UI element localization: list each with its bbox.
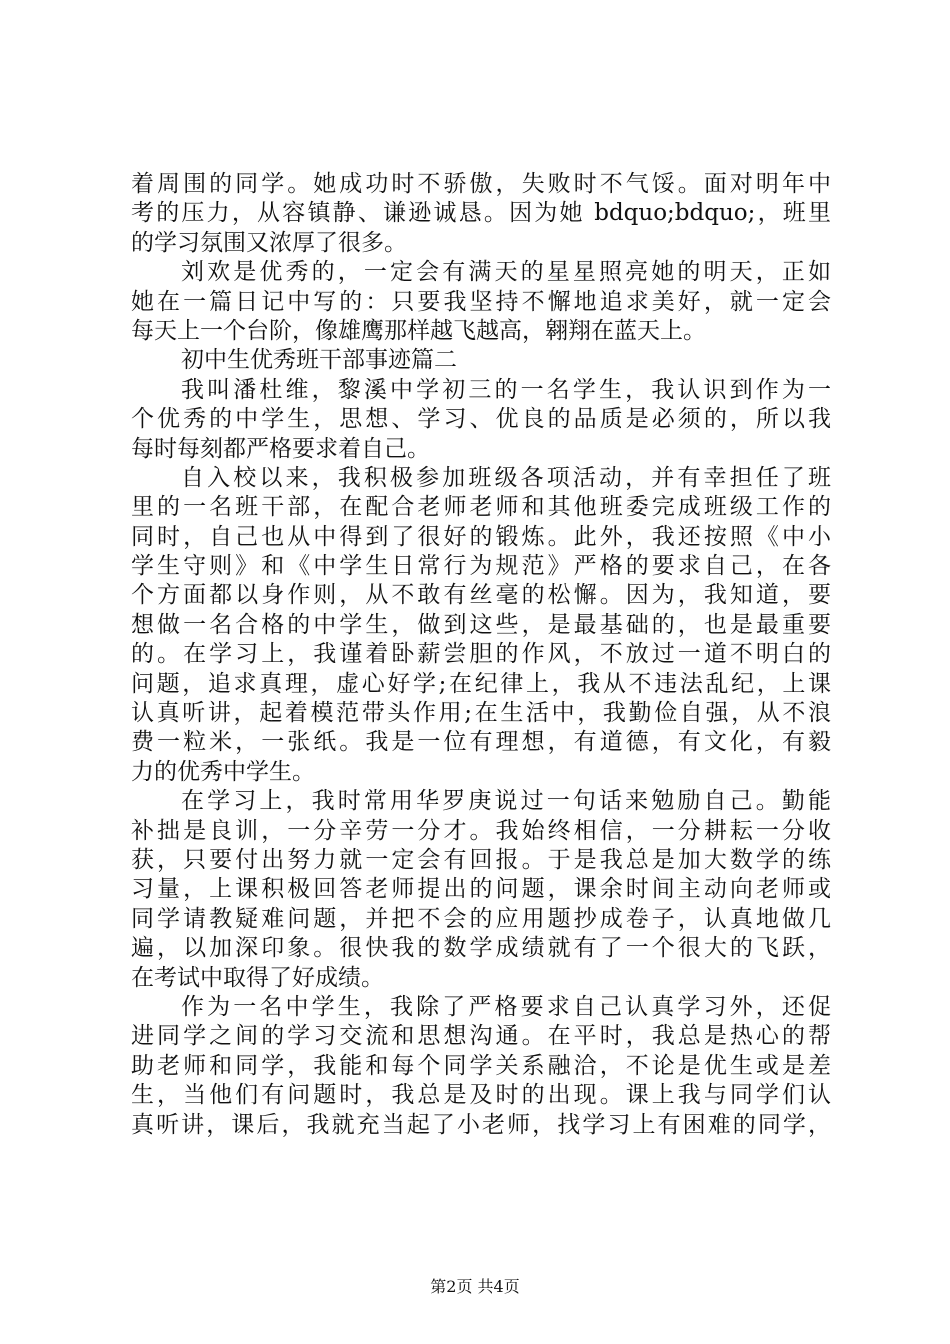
text-line: 费一粒米，一张纸。我是一位有理想，有道德，有文化，有毅 bbox=[131, 729, 831, 756]
text-line: 的学习氛围又浓厚了很多。 bbox=[131, 229, 407, 256]
text-line: 补拙是良训，一分辛劳一分才。我始终相信，一分耕耘一分收 bbox=[131, 817, 831, 844]
text-line: 着周围的同学。她成功时不骄傲，失败时不气馁。面对明年中 bbox=[131, 171, 831, 197]
text-line: 自入校以来，我积极参加班级各项活动，并有幸担任了班 bbox=[181, 464, 831, 491]
page-number-label: 第2页 共4页 bbox=[430, 1277, 520, 1296]
text-line: 刘欢是优秀的，一定会有满天的星星照亮她的明天，正如 bbox=[181, 259, 831, 286]
text-line: 助老师和同学，我能和每个同学关系融洽，不论是优生或是差 bbox=[131, 1052, 831, 1079]
text-line: 她在一篇日记中写的：只要我坚持不懈地追求美好，就一定会 bbox=[131, 288, 831, 315]
text-line: 学生守则》和《中学生日常行为规范》严格的要求自己，在各 bbox=[131, 553, 831, 580]
text-line: 认真听讲，起着模范带头作用;在生活中，我勤俭自强，从不浪 bbox=[131, 700, 831, 727]
text-line: 同学请教疑难问题，并把不会的应用题抄成卷子，认真地做几 bbox=[131, 905, 831, 932]
text-line: 问题，追求真理，虚心好学;在纪律上，我从不违法乱纪，上课 bbox=[131, 670, 831, 697]
text-line: 在考试中取得了好成绩。 bbox=[131, 964, 384, 991]
text-line: 习量，上课积极回答老师提出的问题，课余时间主动向老师或 bbox=[131, 876, 831, 903]
page-footer bbox=[0, 1274, 950, 1297]
text-line: 同时，自己也从中得到了很好的锻炼。此外，我还按照《中小 bbox=[131, 523, 831, 550]
text-line: 个方面都以身作则，从不敢有丝毫的松懈。因为，我知道，要 bbox=[131, 582, 831, 609]
text-line: 在学习上，我时常用华罗庚说过一句话来勉励自己。勤能 bbox=[181, 788, 831, 815]
text-line: 作为一名中学生，我除了严格要求自己认真学习外，还促 bbox=[181, 993, 831, 1020]
text-line: 获，只要付出努力就一定会有回报。于是我总是加大数学的练 bbox=[131, 846, 831, 873]
text-line: 遍，以加深印象。很快我的数学成绩就有了一个很大的飞跃， bbox=[131, 935, 831, 962]
text-line: 进同学之间的学习交流和思想沟通。在平时，我总是热心的帮 bbox=[131, 1023, 831, 1050]
text-line: 里的一名班干部，在配合老师老师和其他班委完成班级工作的 bbox=[131, 494, 831, 521]
text-line: 真听讲，课后，我就充当起了小老师，找学习上有困难的同学， bbox=[131, 1111, 831, 1138]
text-line: 的。在学习上，我谨着卧薪尝胆的作风，不放过一道不明白的 bbox=[131, 641, 831, 668]
text-line: 生，当他们有问题时，我总是及时的出现。课上我与同学们认 bbox=[131, 1082, 831, 1109]
text-line: 我叫潘杜维，黎溪中学初三的一名学生，我认识到作为一 bbox=[181, 376, 831, 403]
text-line: 考的压力，从容镇静、谦逊诚恳。因为她 bdquo;bdquo;，班里 bbox=[131, 200, 831, 227]
text-line: 个优秀的中学生，思想、学习、优良的品质是必须的，所以我 bbox=[131, 406, 831, 433]
document-body bbox=[131, 170, 831, 1140]
text-line: 想做一名合格的中学生，做到这些，是最基础的，也是最重要 bbox=[131, 611, 831, 638]
text-line: 每天上一个台阶，像雄鹰那样越飞越高，翱翔在蓝天上。 bbox=[131, 317, 706, 344]
text-line: 力的优秀中学生。 bbox=[131, 758, 315, 785]
text-line: 初中生优秀班干部事迹篇二 bbox=[181, 347, 457, 374]
text-line: 每时每刻都严格要求着自己。 bbox=[131, 435, 430, 462]
